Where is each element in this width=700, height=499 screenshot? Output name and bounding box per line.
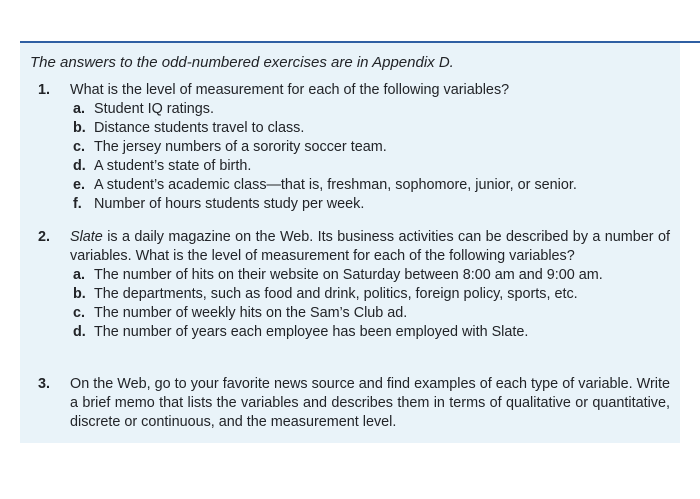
exercise-number: 1. (38, 82, 51, 98)
sub-item-list (70, 266, 670, 342)
item-text: The number of hits on their website on Saturday between 8:00 am and 9:00 am. (94, 267, 603, 283)
list-item (70, 138, 658, 157)
item-text: Student IQ ratings. (94, 101, 214, 117)
exercise-number: 3. (38, 376, 51, 392)
item-text: A student’s academic class—that is, freshman, sophomore, junior, or senior. (94, 177, 577, 193)
item-label: b. (73, 120, 86, 136)
exercise-number: 2. (38, 229, 51, 245)
item-label: a. (73, 267, 86, 283)
item-label: b. (73, 286, 86, 302)
item-text: A student’s state of birth. (94, 158, 252, 174)
list-item (70, 266, 670, 285)
item-text: The jersey numbers of a sorority soccer team. (94, 139, 387, 155)
list-item (70, 100, 658, 119)
item-text: The number of weekly hits on the Sam’s Club ad. (94, 305, 408, 321)
item-label: f. (73, 196, 82, 212)
item-text: Number of hours students study per week. (94, 196, 365, 212)
item-label: d. (73, 158, 86, 174)
item-label: c. (73, 305, 86, 321)
exercise-question: What is the level of measurement for each of the following variables? (70, 82, 510, 98)
list-item (70, 157, 658, 176)
magazine-name: Slate (70, 229, 103, 245)
exercise-question: On the Web, go to your favorite news source and find examples of each type of variable. Write a brief memo that lists the variables and describes them in terms of qualitative or quantitative, discrete or continuous, and the measurement level. (70, 376, 670, 430)
item-text: The number of years each employee has been employed with Slate. (94, 324, 529, 340)
item-label: c. (73, 139, 86, 155)
list-item (70, 195, 658, 214)
list-item (70, 285, 670, 304)
item-label: e. (73, 177, 86, 193)
item-text: Distance students travel to class. (94, 120, 305, 136)
list-item (70, 119, 658, 138)
item-text: The departments, such as food and drink, politics, foreign policy, sports, etc. (94, 286, 578, 302)
list-item (70, 304, 670, 323)
list-item (70, 176, 658, 195)
item-label: a. (73, 101, 86, 117)
intro-note: The answers to the odd-numbered exercises are in Appendix D. (30, 54, 454, 71)
item-label: d. (73, 324, 86, 340)
sub-item-list (70, 100, 658, 214)
list-item (70, 323, 670, 342)
exercise-question: Slate is a daily magazine on the Web. Its business activities can be described by a number of variables. What is the level of measurement for each of the following variables? (70, 229, 670, 264)
